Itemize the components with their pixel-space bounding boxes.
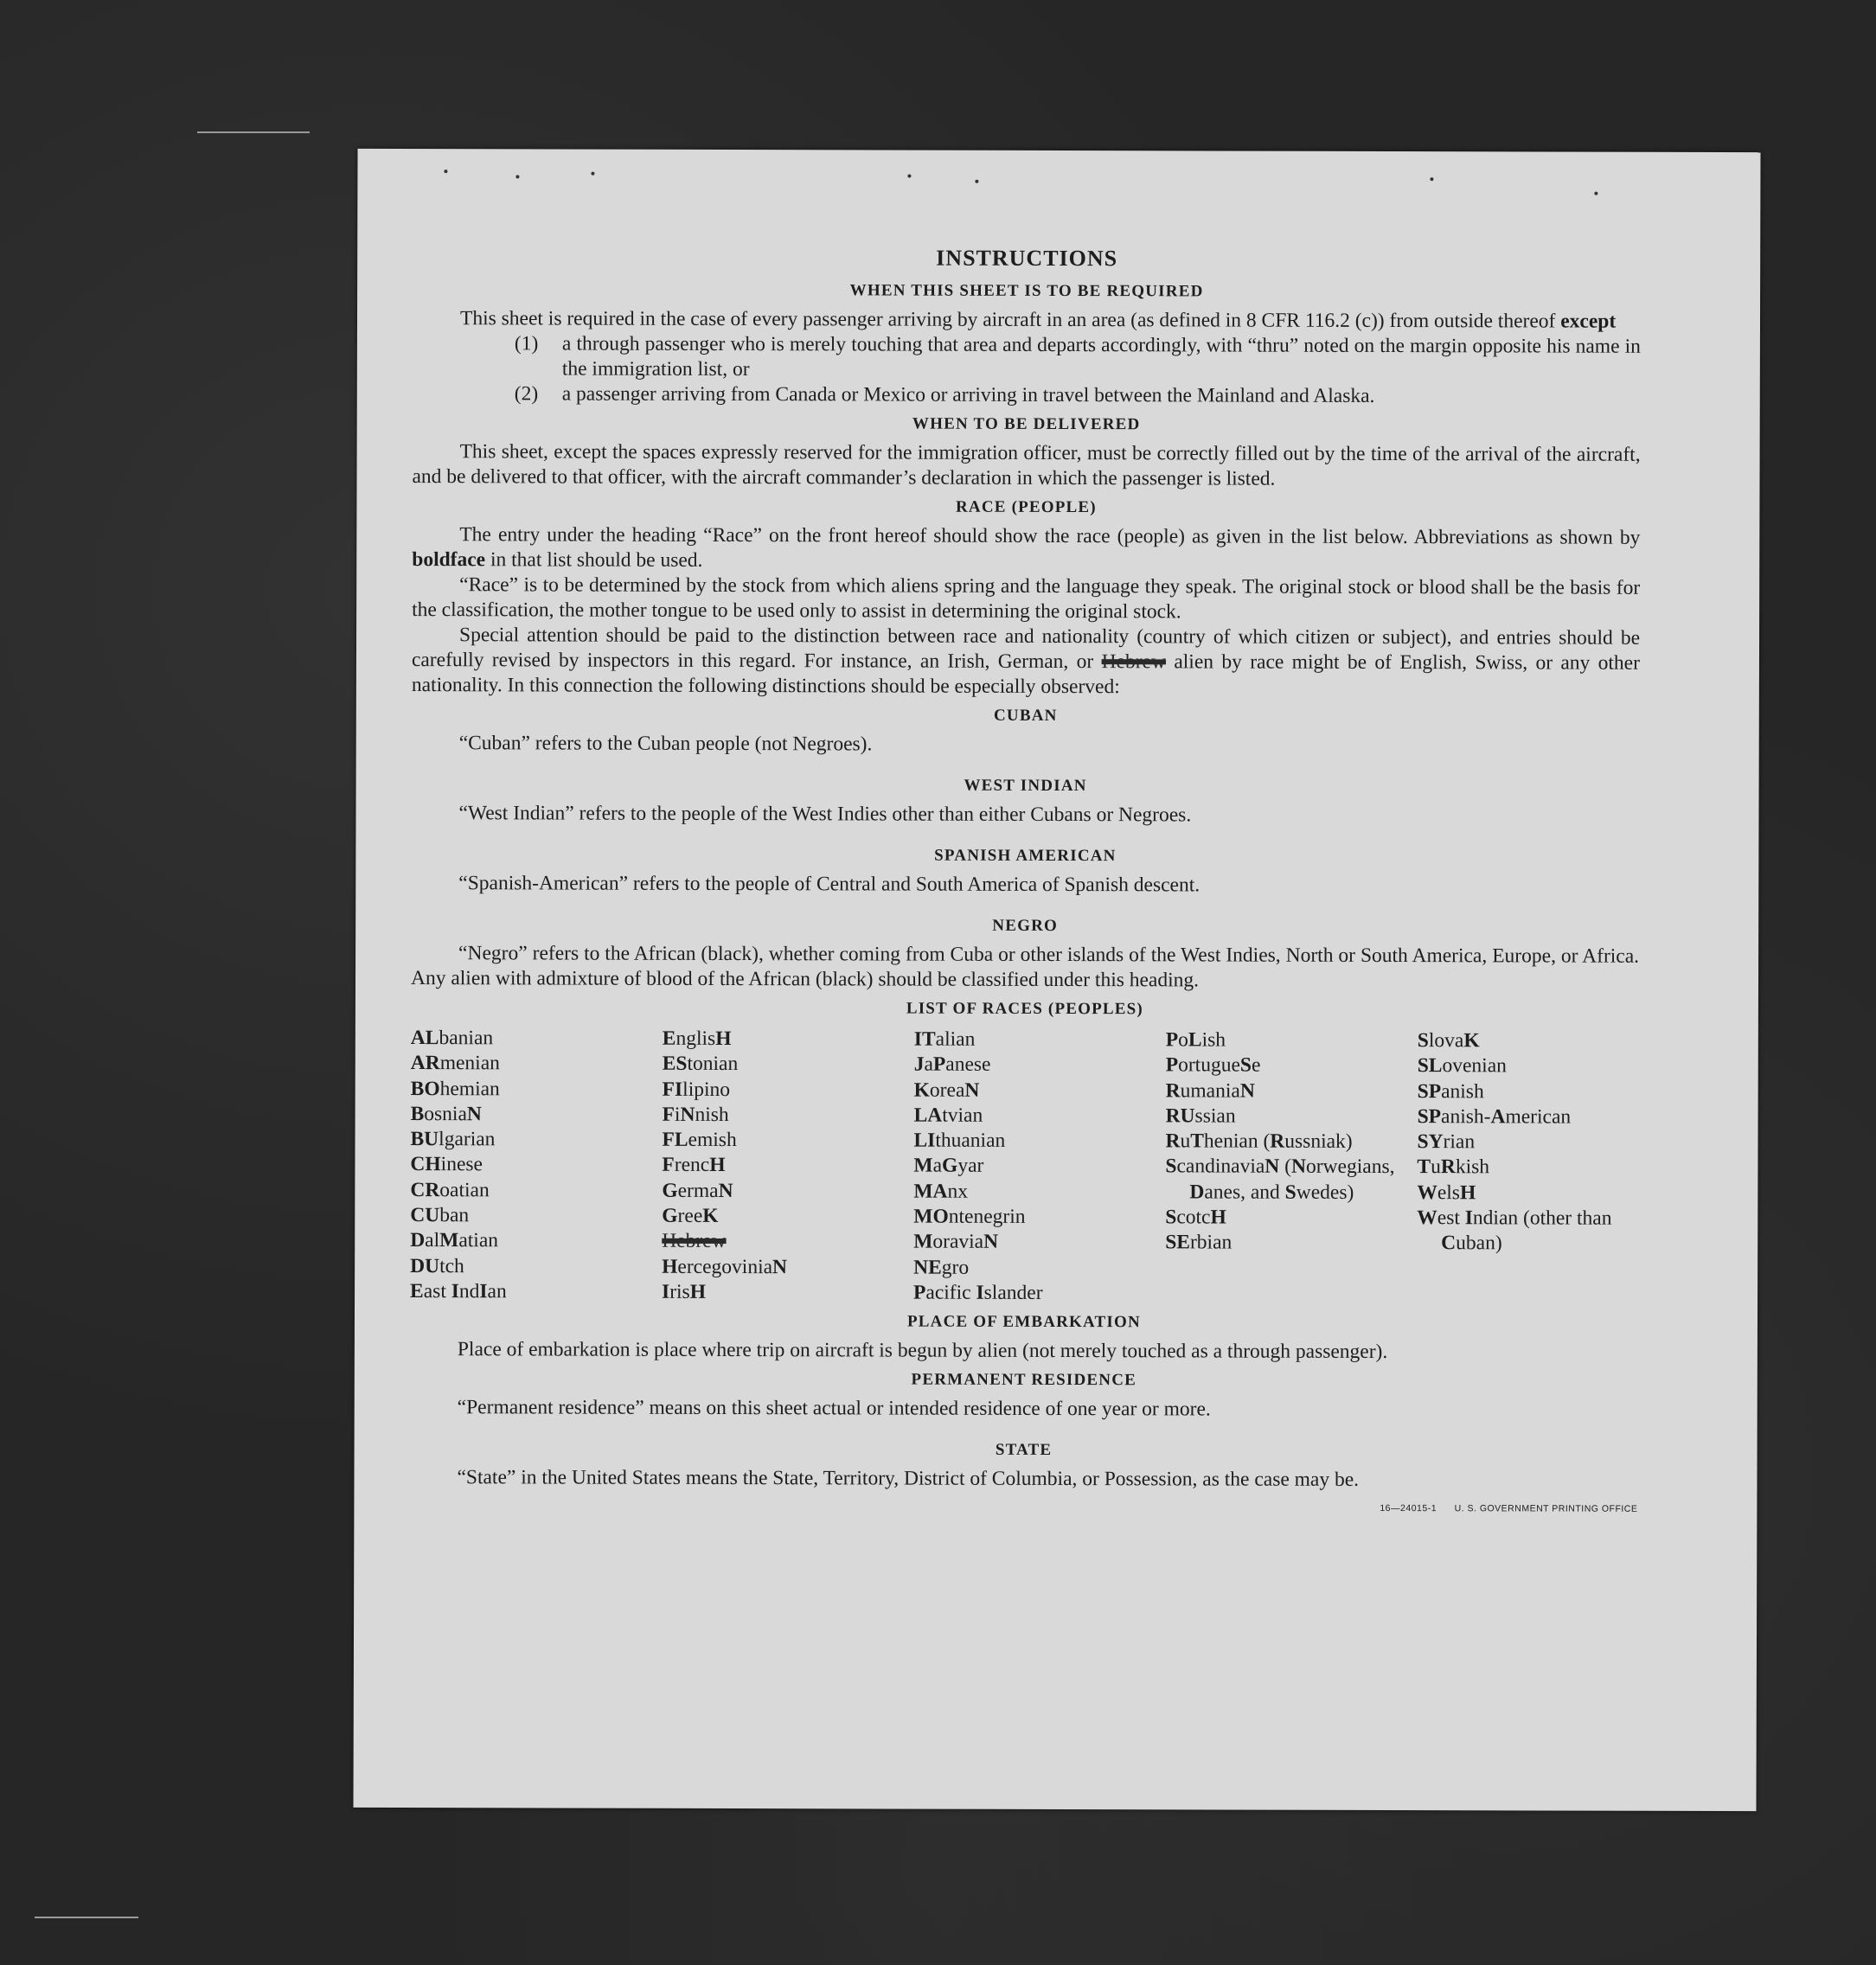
section-heading-embarkation: PLACE OF EMBARKATION: [906, 1312, 1141, 1332]
race-p3-text-end: alien by race might be of English, Swiss, or any other nationality. In this connection the following distinctions should be especially observed:: [411, 650, 1640, 699]
race-entry: Pacific Islander: [913, 1281, 1043, 1304]
exception-item-1: [413, 331, 1641, 385]
race-entry: BosniaN: [410, 1102, 482, 1126]
scan-line: [35, 1917, 138, 1918]
delivered-text: This sheet, except the spaces expressly reserved for the immigration officer, must be correctly filled out by the time of the arrival of the aircraft, and be delivered to that officer, with the aircraft commander’s declaration in which the passenger is listed.: [412, 440, 1641, 490]
race-p1-boldface: boldface: [412, 548, 486, 572]
speck: [1430, 177, 1433, 181]
exception-item-text: a passenger arriving from Canada or Mexico or arriving in travel between the Mainland and Alaska.: [561, 382, 1375, 407]
negro-text: “Negro” refers to the African (black), whether coming from Cuba or other islands of the West Indies, North or South America, Europe, or Africa. Any alien with admixture of blood of the African (black) should be classified under this heading.: [410, 942, 1640, 992]
speck: [907, 175, 911, 178]
struck-word: Hebrew: [1101, 650, 1167, 674]
race-entry: MoraviaN: [913, 1230, 999, 1254]
section-heading-state: STATE: [995, 1441, 1053, 1460]
required-intro-except: except: [1560, 310, 1617, 333]
form-imprint: [1380, 1496, 1637, 1522]
instructions-content: [409, 244, 1641, 1519]
race-entry: PortugueSe: [1165, 1053, 1261, 1077]
state-text: “State” in the United States means the State, Territory, District of Columbia, or Possession, as the case may be.: [457, 1466, 1360, 1492]
race-entry: DUtch: [410, 1254, 464, 1277]
race-p3-text: Special attention should be paid to the distinction between race and nationality (country of which citizen or subject), and entries should be carefully revised by inspectors in this regard. For instance, an Irish, German, or: [411, 624, 1641, 674]
race-entry: RumaniaN: [1165, 1079, 1255, 1103]
footer: [409, 1490, 1637, 1519]
race-entry: BOhemian: [410, 1077, 500, 1100]
race-entry: PoLish: [1165, 1028, 1226, 1052]
race-entry: FLemish: [662, 1128, 737, 1152]
race-list-column: [913, 1027, 1166, 1307]
race-entry: CHinese: [410, 1153, 483, 1176]
race-entry: RUssian: [1165, 1104, 1236, 1128]
west-indian-text: “West Indian” refers to the people of the West Indies other than either Cubans or Negroes.: [458, 802, 1192, 827]
race-entry: East IndIan: [410, 1280, 507, 1303]
race-paragraph-3: [412, 623, 1640, 701]
race-list-column: [1165, 1027, 1418, 1307]
race-entry: DalMatian: [410, 1229, 499, 1252]
race-entry: RuThenian (Russniak): [1165, 1130, 1353, 1154]
race-entry: ScotcH: [1165, 1206, 1226, 1229]
race-entry: Hebrew: [662, 1230, 727, 1253]
race-entry: KoreaN: [913, 1079, 980, 1102]
exception-item-text: a through passenger who is merely touching that area and departs accordingly, with “thru” noted on the margin opposite his name in the immigration list, or: [561, 332, 1641, 381]
race-entry: SPanish-American: [1417, 1104, 1572, 1129]
residence-text: “Permanent residence” means on this sheet actual or intended residence of one year or more.: [457, 1396, 1211, 1421]
race-entry: FrencH: [662, 1154, 726, 1177]
race-entry: SLovenian: [1417, 1054, 1507, 1078]
race-entry: ARmenian: [410, 1052, 500, 1075]
race-paragraph-1: [412, 522, 1640, 576]
speck: [975, 180, 978, 183]
section-heading-delivered: WHEN TO BE DELIVERED: [912, 414, 1141, 434]
race-paragraph-2: “Race” is to be determined by the stock from which aliens spring and the language they speak. The original stock or blood shall be the basis for the classification, the mother tongue to be used only to assist in determining the original stock.: [412, 573, 1641, 624]
section-heading-list-of-races: LIST OF RACES (PEOPLES): [906, 999, 1144, 1019]
race-entry: MAnx: [913, 1180, 969, 1203]
form-number: 16—24015-1: [1380, 1503, 1437, 1514]
race-entry: MOntenegrin: [913, 1205, 1026, 1228]
race-entry: IrisH: [662, 1280, 707, 1303]
cuban-text: “Cuban” refers to the Cuban people (not Negroes).: [458, 732, 873, 756]
race-list: [410, 1026, 1639, 1308]
spanish-american-text: “Spanish-American” refers to the people of Central and South America of Spanish descent.: [458, 872, 1201, 897]
race-entry: GreeK: [662, 1204, 719, 1228]
exception-item-number: (1): [514, 332, 539, 355]
exception-item-number: (2): [514, 382, 539, 406]
race-entry: WelsH: [1417, 1181, 1476, 1205]
exception-item-2: [413, 381, 1641, 410]
race-entry: LAtvian: [913, 1104, 983, 1127]
race-entry: FIlipino: [662, 1078, 731, 1101]
race-entry: GermaN: [662, 1179, 733, 1202]
race-entry: ALbanian: [410, 1027, 494, 1050]
speck: [591, 172, 594, 176]
printer-name: U. S. GOVERNMENT PRINTING OFFICE: [1454, 1503, 1638, 1515]
required-intro-text: This sheet is required in the case of every passenger arriving by aircraft in an area (as defined in 8 CFR 116.2 (c)) from outside thereof: [459, 307, 1561, 333]
section-heading-race: RACE (PEOPLE): [955, 497, 1097, 517]
race-entry: CUban: [410, 1204, 470, 1227]
race-entry: JaPanese: [913, 1053, 991, 1077]
race-entry: SlovaK: [1417, 1029, 1480, 1053]
section-heading-negro: NEGRO: [992, 916, 1059, 936]
section-heading-required: WHEN THIS SHEET IS TO BE REQUIRED: [849, 281, 1204, 301]
scan-line: [197, 131, 310, 133]
race-entry: EnglisH: [662, 1027, 732, 1051]
race-list-column: [410, 1026, 663, 1305]
embarkation-text: Place of embarkation is place where trip on aircraft is begun by alien (not merely touched as a through passenger).: [457, 1338, 1388, 1364]
race-entry: SYrian: [1417, 1130, 1476, 1154]
race-p1-text: The entry under the heading “Race” on the front hereof should show the race (people) as given in the list below. Abbreviations as shown by: [459, 523, 1641, 549]
race-entry: BUlgarian: [410, 1128, 496, 1151]
race-entry: NEgro: [913, 1256, 970, 1279]
race-p1-text-end: in that list should be used.: [485, 548, 703, 572]
section-heading-cuban: CUBAN: [993, 706, 1058, 726]
race-entry: TuRkish: [1417, 1155, 1490, 1179]
required-intro: [413, 306, 1641, 335]
race-entry: SPanish: [1417, 1079, 1484, 1103]
race-entry: FiNnish: [662, 1103, 729, 1126]
speck: [1594, 192, 1597, 195]
race-list-column: [662, 1027, 914, 1306]
race-entry: West Indian (other than Cuban): [1417, 1207, 1612, 1255]
section-heading-west-indian: WEST INDIAN: [964, 776, 1087, 796]
speck: [444, 170, 447, 173]
race-entry: ITalian: [913, 1027, 976, 1051]
race-entry: ScandinaviaN (Norwegians, Danes, and Swedes): [1165, 1155, 1395, 1204]
race-list-column: [1417, 1028, 1639, 1308]
speck: [515, 175, 519, 178]
race-entry: SErbian: [1165, 1231, 1233, 1254]
race-entry: MaGyar: [913, 1155, 984, 1178]
race-entry: EStonian: [662, 1053, 739, 1076]
document-page: [353, 149, 1760, 1811]
page-title: INSTRUCTIONS: [936, 245, 1118, 272]
section-heading-residence: PERMANENT RESIDENCE: [911, 1370, 1137, 1390]
race-entry: LIthuanian: [913, 1129, 1006, 1153]
race-entry: HercegoviniaN: [662, 1255, 788, 1278]
race-entry: CRoatian: [410, 1178, 490, 1202]
section-heading-spanish-american: SPANISH AMERICAN: [934, 846, 1117, 866]
